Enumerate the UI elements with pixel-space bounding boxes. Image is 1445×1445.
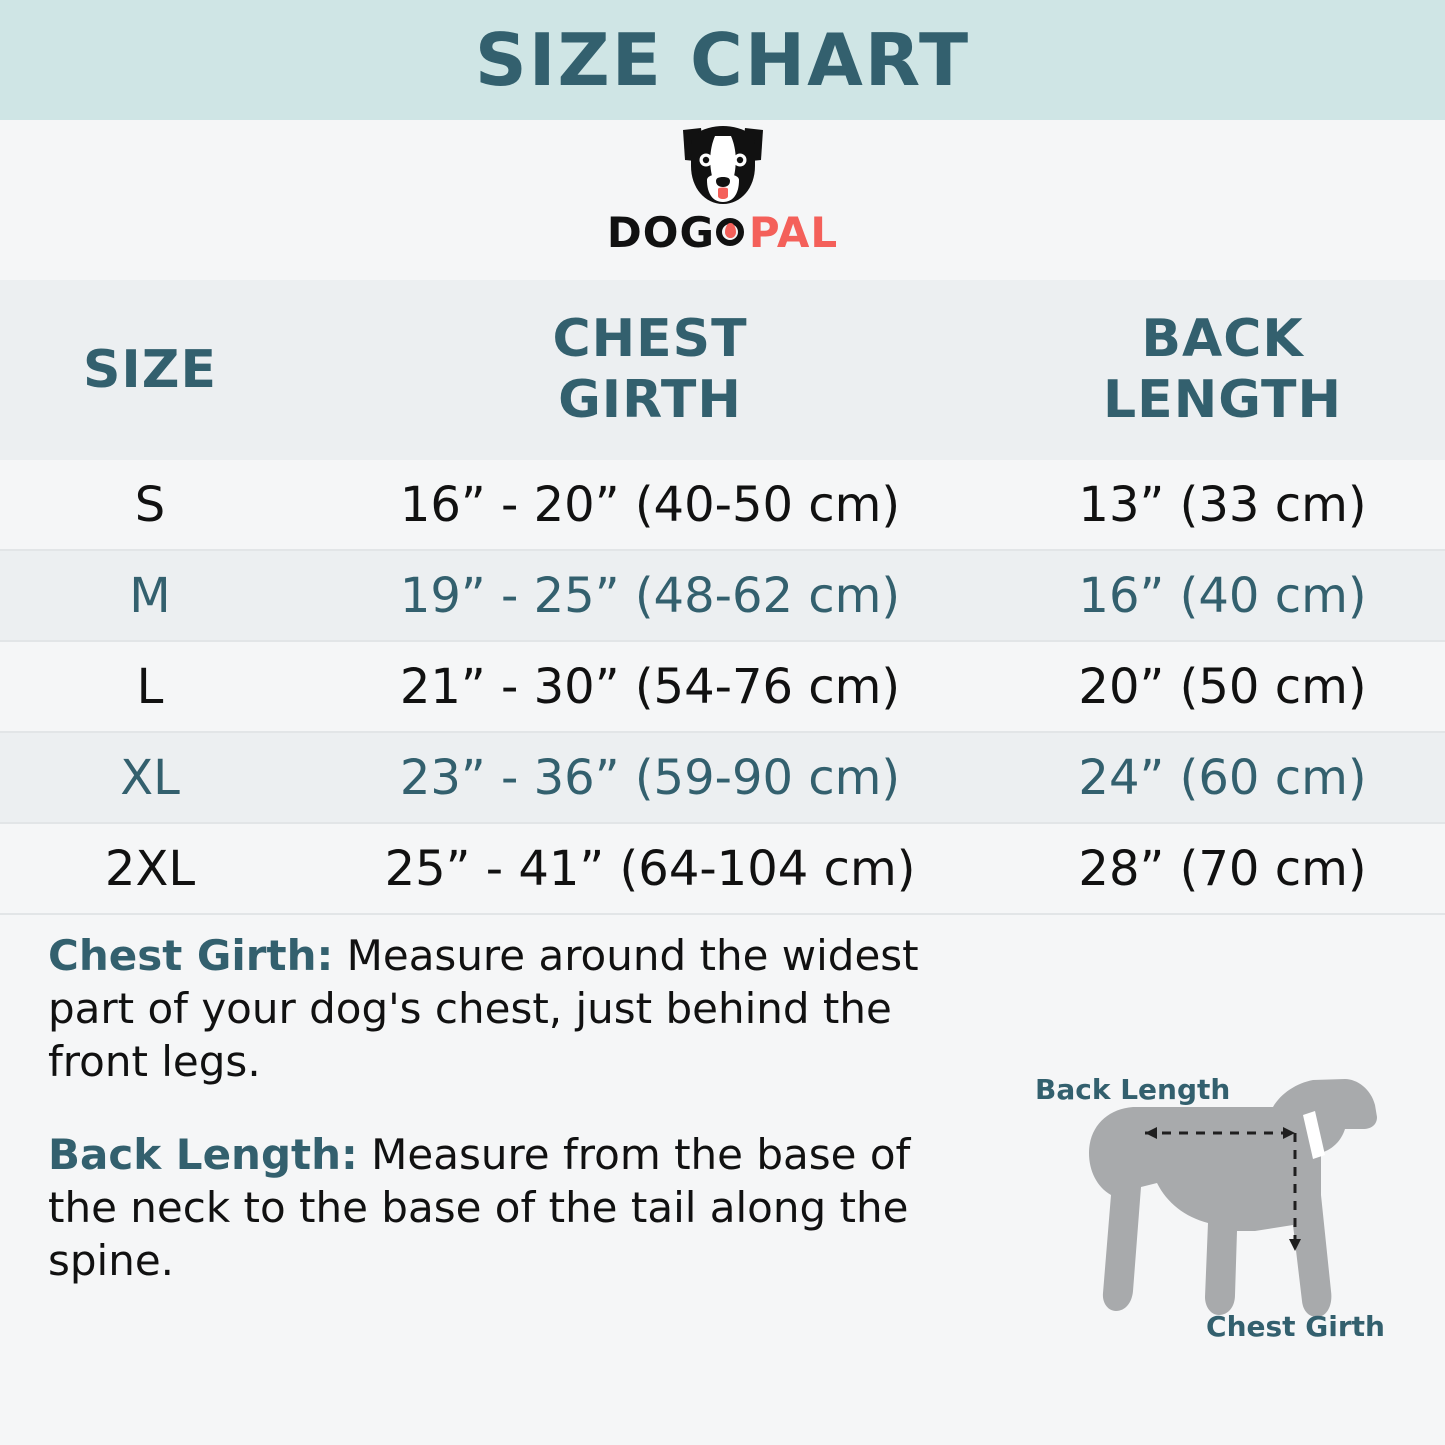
column-header-chest-girth [300,309,1000,431]
cell-size: XL [120,749,180,806]
column-header-chest-line2: GIRTH [558,370,742,430]
note-body-back-length: Measure from the base of the neck to the base of the tail along the spine. [48,1129,911,1285]
note-body-chest-girth: Measure around the widest part of your dog's chest, just behind the front legs. [48,931,919,1086]
cell-chest-girth: 25” - 41” (64-104 cm) [384,840,916,897]
table-row [0,733,1445,824]
cell-size: S [134,476,166,533]
table-row [0,642,1445,733]
cell-chest-girth: 21” - 30” (54-76 cm) [399,658,901,715]
dog-measurement-diagram [1035,1055,1385,1375]
size-table [0,280,1445,915]
table-row [0,824,1445,915]
cell-back-length: 20” (50 cm) [1078,658,1367,715]
column-header-back-line1: BACK [1141,309,1304,370]
cell-chest-girth: 19” - 25” (48-62 cm) [399,567,901,624]
note-label-chest-girth: Chest Girth: [48,931,334,980]
column-header-back-length [1000,309,1445,431]
cell-size: L [136,658,164,715]
logo-text-primary: DOG [606,208,715,257]
cell-size: M [129,567,171,624]
table-row [0,460,1445,551]
diagram-label-chest-girth: Chest Girth [1206,1310,1385,1343]
logo-o-droplet-icon [715,212,749,254]
column-header-back-line2: LENGTH [1103,370,1342,430]
note-chest-girth [48,930,978,1089]
column-header-size: SIZE [82,339,218,400]
column-header-chest-line1: CHEST [552,309,748,370]
page-title: SIZE CHART [474,18,971,102]
cell-back-length: 16” (40 cm) [1078,567,1367,624]
diagram-label-back-length: Back Length [1035,1073,1231,1106]
note-back-length [48,1129,978,1288]
cell-chest-girth: 23” - 36” (59-90 cm) [399,749,901,806]
header-banner [0,0,1445,120]
cell-back-length: 13” (33 cm) [1078,476,1367,533]
cell-back-length: 24” (60 cm) [1078,749,1367,806]
brand-logo [0,126,1445,276]
cell-chest-girth: 16” - 20” (40-50 cm) [399,476,901,533]
table-row [0,551,1445,642]
logo-text-secondary: PAL [748,208,839,257]
measurement-instructions [48,930,978,1327]
cell-back-length: 28” (70 cm) [1078,840,1367,897]
logo-wordmark [606,208,839,257]
table-header-row [0,280,1445,460]
note-label-back-length: Back Length: [48,1129,358,1179]
dog-head-icon [671,126,775,210]
cell-size: 2XL [104,840,196,897]
